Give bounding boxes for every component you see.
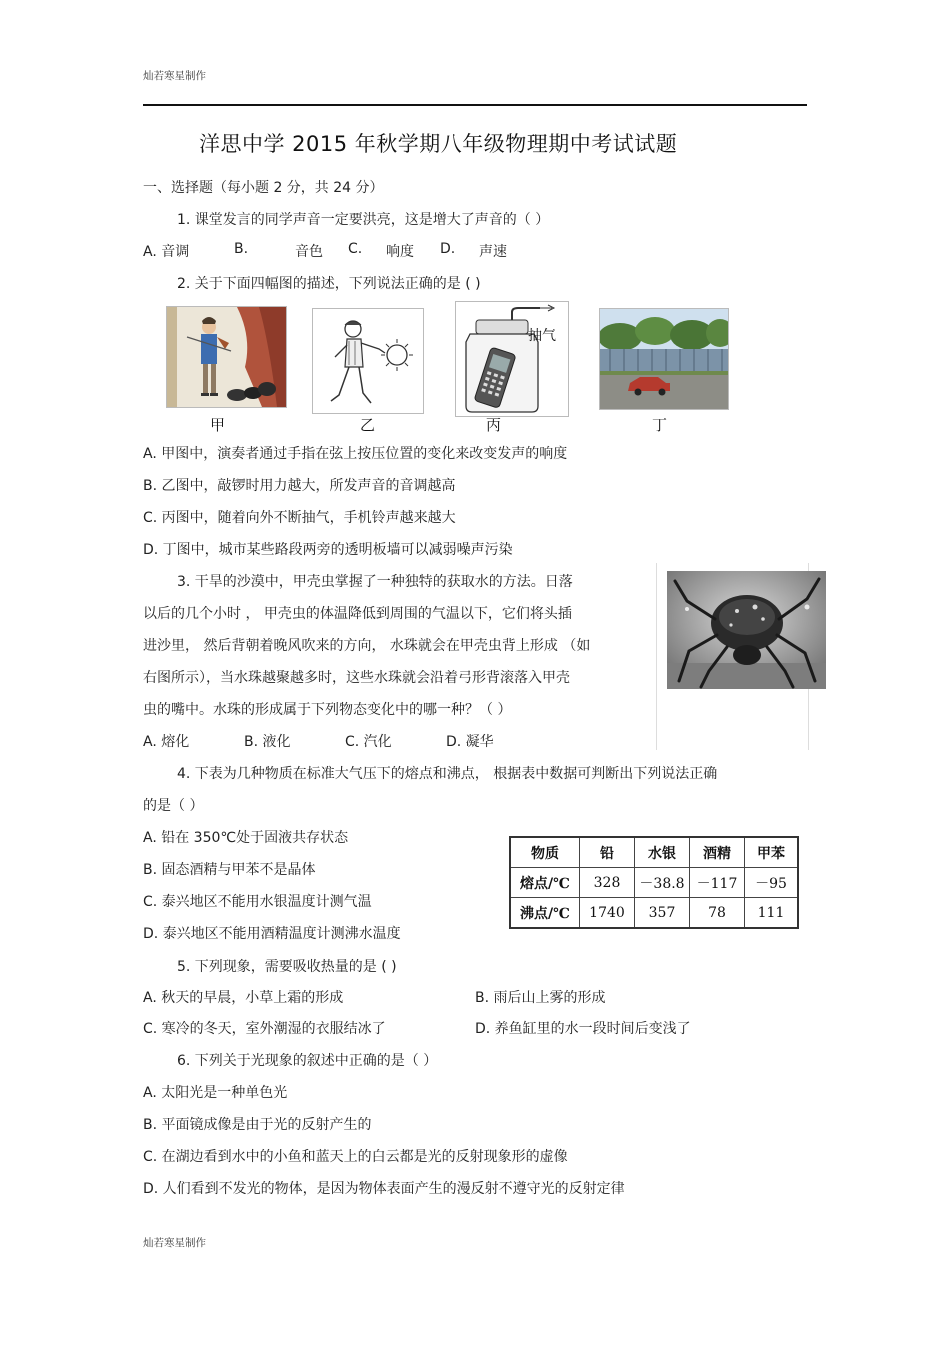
- q6-stem: 6. 下列关于光现象的叙述中正确的是（ ）: [177, 1053, 438, 1069]
- q1-option-a: A. 音调: [143, 244, 190, 260]
- footer-maker: 灿若寒星制作: [143, 1237, 206, 1249]
- table-cell: －38.8: [635, 868, 690, 898]
- table-cell: －117: [690, 868, 745, 898]
- figure-jia-violinist: [166, 306, 287, 408]
- table-header-row: [510, 837, 798, 868]
- q6-option-a: A. 太阳光是一种单色光: [143, 1085, 288, 1101]
- caption-jia: 甲: [210, 416, 226, 434]
- q4-stem-line-2: 的是（ ）: [143, 798, 204, 814]
- figure-yi-gong: [312, 308, 424, 414]
- q5-option-c: C. 寒冷的冬天，室外潮湿的衣服结冰了: [143, 1021, 386, 1037]
- q3-line-2: 以后的几个小时 ， 甲壳虫的体温降低到周围的气温以下，它们将头插: [143, 606, 572, 622]
- q5-option-d: D. 养鱼缸里的水一段时间后变浅了: [475, 1021, 691, 1037]
- q5-stem: 5. 下列现象，需要吸收热量的是 ( ): [177, 959, 397, 975]
- q4-option-b: B. 固态酒精与甲苯不是晶体: [143, 862, 316, 878]
- q6-option-b: B. 平面镜成像是由于光的反射产生的: [143, 1117, 372, 1133]
- q3-line-3: 进沙里， 然后背朝着晚风吹来的方向， 水珠就会在甲壳虫背上形成 （如: [143, 638, 591, 654]
- q1-option-c-text: 响度: [386, 244, 414, 260]
- melting-boiling-table: [509, 836, 799, 929]
- table-cell: 111: [745, 898, 799, 929]
- q1-stem: 1. 课堂发言的同学声音一定要洪亮，这是增大了声音的（ ）: [177, 212, 550, 228]
- page-title: 洋思中学 2015 年秋学期八年级物理期中考试试题: [199, 132, 678, 156]
- q3-option-d: D. 凝华: [446, 734, 494, 750]
- header-maker: 灿若寒星制作: [143, 70, 206, 82]
- q5-option-a: A. 秋天的早晨，小草上霜的形成: [143, 990, 344, 1006]
- section-heading: 一、选择题（每小题 2 分，共 24 分）: [143, 180, 384, 196]
- table-cell: －95: [745, 868, 799, 898]
- q4-option-d: D. 泰兴地区不能用酒精温度计测沸水温度: [143, 926, 401, 942]
- q2-stem: 2. 关于下面四幅图的描述，下列说法正确的是 ( ): [177, 276, 481, 292]
- q4-stem-line-1: 4. 下表为几种物质在标准大气压下的熔点和沸点， 根据表中数据可判断出下列说法正确: [177, 766, 718, 782]
- q1-option-d-letter: D.: [440, 241, 456, 257]
- figure-beetle: [667, 571, 826, 689]
- q2-option-a: A. 甲图中，演奏者通过手指在弦上按压位置的变化来改变发声的响度: [143, 446, 568, 462]
- q5-option-b: B. 雨后山上雾的形成: [475, 990, 606, 1006]
- table-row-label: 沸点/℃: [510, 898, 580, 929]
- q6-option-d: D. 人们看到不发光的物体，是因为物体表面产生的漫反射不遵守光的反射定律: [143, 1181, 625, 1197]
- table-header-cell: 水银: [635, 837, 690, 868]
- q1-option-b-text: 音色: [295, 244, 323, 260]
- table-row: [510, 898, 798, 929]
- q4-option-a: A. 铅在 350℃处于固液共存状态: [143, 830, 349, 846]
- q3-option-b: B. 液化: [244, 734, 291, 750]
- table-cell: 328: [580, 868, 635, 898]
- table-cell: 78: [690, 898, 745, 929]
- q3-line-5: 虫的嘴中。水珠的形成属于下列物态变化中的哪一种？（ ）: [143, 702, 512, 718]
- bing-pump-label: 抽气: [528, 328, 556, 344]
- q1-option-b-letter: B.: [234, 241, 249, 257]
- table-header-cell: 甲苯: [745, 837, 799, 868]
- q3-line-4: 右图所示），当水珠越聚越多时，这些水珠就会沿着弓形背滚落入甲壳: [143, 670, 570, 686]
- q3-line-1: 3. 干旱的沙漠中，甲壳虫掌握了一种独特的获取水的方法。日落: [177, 574, 573, 590]
- q6-option-c: C. 在湖边看到水中的小鱼和蓝天上的白云都是光的反射现象形的虚像: [143, 1149, 568, 1165]
- table-cell: 1740: [580, 898, 635, 929]
- caption-ding: 丁: [652, 416, 668, 434]
- q1-option-d-text: 声速: [479, 244, 507, 260]
- caption-bing: 丙: [486, 416, 502, 434]
- table-header-cell: 铅: [580, 837, 635, 868]
- caption-yi: 乙: [360, 416, 376, 434]
- q2-option-c: C. 丙图中，随着向外不断抽气，手机铃声越来越大: [143, 510, 456, 526]
- q4-option-c: C. 泰兴地区不能用水银温度计测气温: [143, 894, 372, 910]
- table-row: [510, 868, 798, 898]
- header-divider: [143, 104, 807, 106]
- table-header-cell: 物质: [510, 837, 580, 868]
- q2-option-b: B. 乙图中，敲锣时用力越大，所发声音的音调越高: [143, 478, 456, 494]
- figure-bing-jar: [455, 301, 569, 417]
- table-cell: 357: [635, 898, 690, 929]
- q3-option-a: A. 熔化: [143, 734, 190, 750]
- table-header-cell: 酒精: [690, 837, 745, 868]
- q1-option-c-letter: C.: [348, 241, 363, 257]
- table-row-label: 熔点/℃: [510, 868, 580, 898]
- q3-option-c: C. 汽化: [345, 734, 392, 750]
- figure-ding-road: [599, 308, 729, 410]
- q2-option-d: D. 丁图中，城市某些路段两旁的透明板墙可以减弱噪声污染: [143, 542, 513, 558]
